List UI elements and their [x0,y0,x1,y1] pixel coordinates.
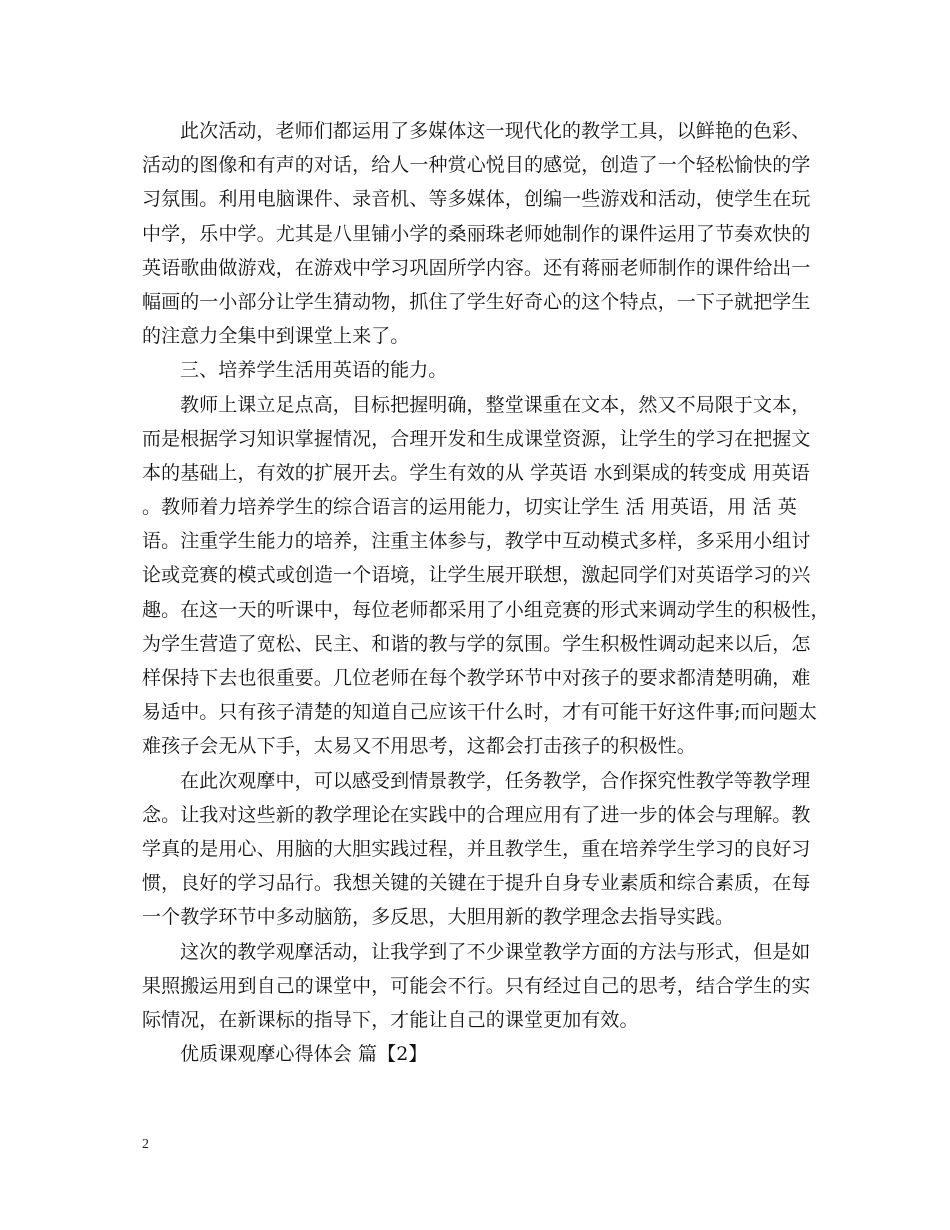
text-line: 本的基础上，有效的扩展开去。学生有效的从 学英语 水到渠成的转变成 用英语 [142,461,810,484]
page-number: 2 [142,1137,149,1152]
text-line: 这次的教学观摩活动，让我学到了不少课堂教学方面的方法与形式，但是如 [180,940,811,963]
text-line: 果照搬运用到自己的课堂中，可能会不行。只有经过自己的思考，结合学生的实 [142,974,811,997]
text-line: 际情况，在新课标的指导下，才能让自己的课堂更加有效。 [142,1008,639,1031]
text-line: 而是根据学习知识掌握情况，合理开发和生成课堂资源，让学生的学习在把握文 [142,427,811,450]
text-line: 的注意力全集中到课堂上来了。 [142,325,410,348]
text-line: 难孩子会无从下手，太易又不用思考，这都会打击孩子的积极性。 [142,735,696,758]
text-line: 惯，良好的学习品行。我想关键的关键在于提升自身专业素质和综合素质，在每 [142,872,811,895]
text-line: 学真的是用心、用脑的大胆实践过程，并且教学生，重在培养学生学习的良好习 [142,837,811,860]
text-line: 念。让我对这些新的教学理论在实践中的合理应用有了进一步的体会与理解。教 [142,803,811,826]
text-line: 在此次观摩中，可以感受到情景教学，任务教学，合作探究性教学等教学理 [180,769,811,792]
text-line: 易适中。只有孩子清楚的知道自己应该干什么时，才有可能干好这件事;而问题太 [142,701,818,724]
text-line: 。教师着力培养学生的综合语言的运用能力，切实让学生 活 用英语，用 活 英 [142,496,797,519]
text-line: 为学生营造了宽松、民主、和谐的教与学的氛围。学生积极性调动起来以后，怎 [142,632,811,655]
text-line: 三、培养学生活用英语的能力。 [180,359,448,382]
text-line: 习氛围。利用电脑课件、录音机、等多媒体，创编一些游戏和活动，使学生在玩 [142,188,811,211]
text-line: 论或竞赛的模式或创造一个语境，让学生展开联想，激起同学们对英语学习的兴 [142,564,811,587]
text-line: 此次活动，老师们都运用了多媒体这一现代化的教学工具，以鲜艳的色彩、 [180,120,811,142]
text-line: 中学，乐中学。尤其是八里铺小学的桑丽珠老师她制作的课件运用了节奏欢快的 [142,222,811,245]
text-line: 语。注重学生能力的培养，注重主体参与，教学中互动模式多样，多采用小组讨 [142,530,811,553]
text-line: 一个教学环节中多动脑筋，多反思，大胆用新的教学理念去指导实践。 [142,906,735,929]
document-body [142,114,830,1071]
text-line: 英语歌曲做游戏，在游戏中学习巩固所学内容。还有蒋丽老师制作的课件给出一 [142,256,811,279]
text-line: 幅画的一小部分让学生猜动物，抓住了学生好奇心的这个特点，一下子就把学生 [142,290,811,313]
text-line: 趣。在这一天的听课中，每位老师都采用了小组竞赛的形式来调动学生的积极性， [142,598,830,621]
text-line: 活动的图像和有声的对话，给人一种赏心悦目的感觉，创造了一个轻松愉快的学 [142,154,811,177]
text-line: 样保持下去也很重要。几位老师在每个教学环节中对孩子的要求都清楚明确，难 [142,667,811,689]
text-line: 优质课观摩心得体会 篇【2】 [180,1043,428,1066]
text-line: 教师上课立足点高，目标把握明确，整堂课重在文本，然又不局限于文本， [180,393,811,416]
